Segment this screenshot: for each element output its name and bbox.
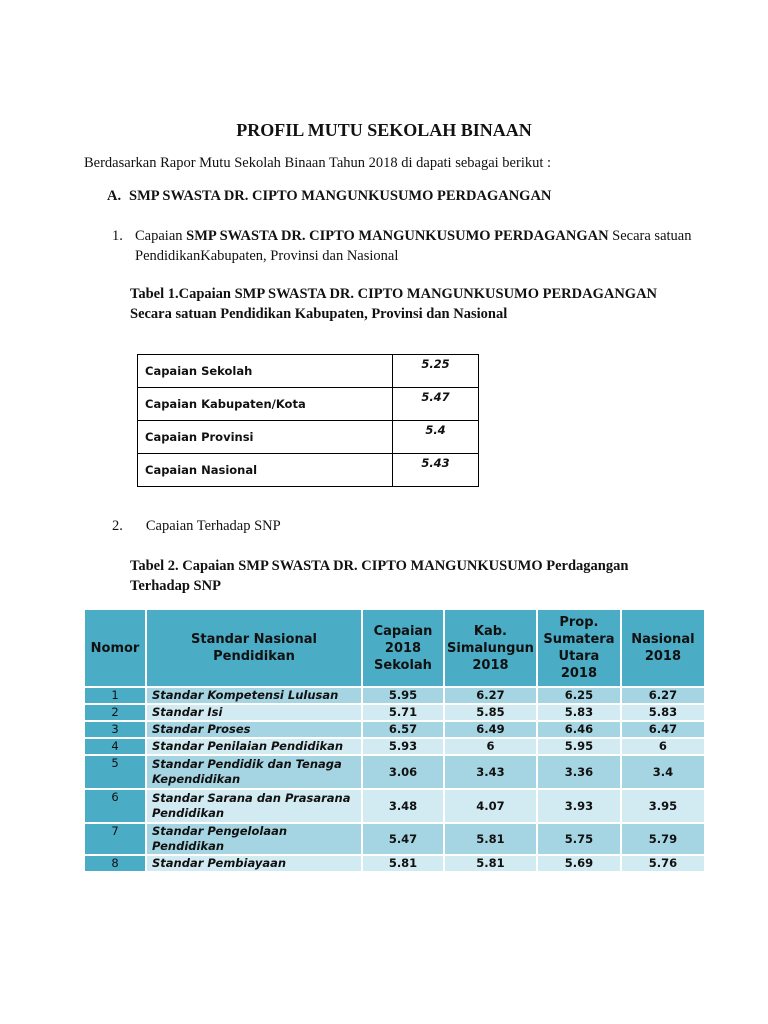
table1-caption (130, 284, 720, 324)
list-item-2-number: 2. (112, 518, 123, 534)
table1-value: 5.4 (393, 421, 479, 454)
cell-nasional: 5.76 (621, 855, 705, 872)
header-standar: Standar Nasional Pendidikan (146, 609, 362, 687)
list-item-2 (112, 518, 281, 535)
header-provinsi: Prop. Sumatera Utara 2018 (537, 609, 621, 687)
table-row (84, 704, 705, 721)
list-item-1 (112, 226, 712, 266)
table1-row (138, 388, 479, 421)
cell-standar: Standar Proses (146, 721, 362, 738)
table-row (84, 755, 705, 789)
cell-standar: Standar Kompetensi Lulusan (146, 687, 362, 704)
cell-nomor: 6 (84, 789, 146, 823)
cell-provinsi: 5.75 (537, 823, 621, 855)
cell-nasional: 5.79 (621, 823, 705, 855)
cell-provinsi: 6.46 (537, 721, 621, 738)
list-item-1-text (135, 226, 712, 266)
list-item-1-suffix: Secara satuan PendidikanKabupaten, Provinsi dan Nasional (135, 228, 692, 264)
cell-standar: Standar Penilaian Pendidikan (146, 738, 362, 755)
cell-kabupaten: 3.43 (444, 755, 537, 789)
table2 (83, 608, 706, 873)
table-row (84, 823, 705, 855)
cell-provinsi: 5.69 (537, 855, 621, 872)
cell-standar: Standar Pendidik dan Tenaga Kependidikan (146, 755, 362, 789)
cell-nomor: 8 (84, 855, 146, 872)
section-a-text: SMP SWASTA DR. CIPTO MANGUNKUSUMO PERDAGANGAN (129, 188, 552, 204)
list-item-2-text: Capaian Terhadap SNP (145, 518, 281, 534)
cell-nasional: 6 (621, 738, 705, 755)
cell-kabupaten: 6.27 (444, 687, 537, 704)
cell-kabupaten: 6 (444, 738, 537, 755)
table1-label: Capaian Kabupaten/Kota (138, 388, 393, 421)
cell-sekolah: 6.57 (362, 721, 444, 738)
cell-sekolah: 5.81 (362, 855, 444, 872)
cell-kabupaten: 6.49 (444, 721, 537, 738)
cell-provinsi: 6.25 (537, 687, 621, 704)
list-item-1-number: 1. (112, 228, 123, 244)
table1-row (138, 421, 479, 454)
cell-sekolah: 3.48 (362, 789, 444, 823)
cell-sekolah: 5.71 (362, 704, 444, 721)
cell-sekolah: 5.47 (362, 823, 444, 855)
table1-caption-line2: Secara satuan Pendidikan Kabupaten, Provinsi dan Nasional (130, 306, 508, 322)
table2-caption-line2: Terhadap SNP (130, 578, 221, 594)
table-row (84, 738, 705, 755)
list-item-1-school: SMP SWASTA DR. CIPTO MANGUNKUSUMO PERDAGANGAN (186, 228, 609, 244)
table-row (84, 855, 705, 872)
cell-nasional: 3.95 (621, 789, 705, 823)
cell-kabupaten: 4.07 (444, 789, 537, 823)
table2-caption (130, 556, 720, 596)
cell-sekolah: 5.93 (362, 738, 444, 755)
cell-standar: Standar Pengelolaan Pendidikan (146, 823, 362, 855)
page-title: PROFIL MUTU SEKOLAH BINAAN (236, 120, 532, 140)
table1 (137, 354, 479, 487)
header-sekolah: Capaian 2018 Sekolah (362, 609, 444, 687)
table1-label: Capaian Sekolah (138, 355, 393, 388)
table1-value: 5.43 (393, 454, 479, 487)
cell-sekolah: 3.06 (362, 755, 444, 789)
cell-nasional: 5.83 (621, 704, 705, 721)
table1-value: 5.47 (393, 388, 479, 421)
cell-standar: Standar Sarana dan Prasarana Pendidikan (146, 789, 362, 823)
table2-header-row (84, 609, 705, 687)
cell-nasional: 6.27 (621, 687, 705, 704)
table-row (84, 687, 705, 704)
section-a-heading (107, 188, 551, 205)
table-row (84, 721, 705, 738)
table1-label: Capaian Provinsi (138, 421, 393, 454)
table1-row (138, 454, 479, 487)
table1-row (138, 355, 479, 388)
header-nasional: Nasional 2018 (621, 609, 705, 687)
cell-standar: Standar Pembiayaan (146, 855, 362, 872)
cell-nasional: 6.47 (621, 721, 705, 738)
header-nomor: Nomor (84, 609, 146, 687)
cell-kabupaten: 5.85 (444, 704, 537, 721)
cell-provinsi: 3.36 (537, 755, 621, 789)
cell-kabupaten: 5.81 (444, 855, 537, 872)
table2-caption-line1: Tabel 2. Capaian SMP SWASTA DR. CIPTO MANGUNKUSUMO Perdagangan (130, 558, 629, 574)
section-a-label: A. (107, 188, 122, 204)
cell-nomor: 3 (84, 721, 146, 738)
intro-text: Berdasarkan Rapor Mutu Sekolah Binaan Tahun 2018 di dapati sebagai berikut : (84, 155, 552, 171)
table1-value: 5.25 (393, 355, 479, 388)
list-item-1-prefix: Capaian (135, 228, 187, 244)
cell-provinsi: 5.95 (537, 738, 621, 755)
cell-nomor: 7 (84, 823, 146, 855)
cell-nomor: 1 (84, 687, 146, 704)
table1-caption-line1: Tabel 1.Capaian SMP SWASTA DR. CIPTO MANGUNKUSUMO PERDAGANGAN (130, 286, 658, 302)
cell-provinsi: 5.83 (537, 704, 621, 721)
cell-standar: Standar Isi (146, 704, 362, 721)
cell-sekolah: 5.95 (362, 687, 444, 704)
cell-kabupaten: 5.81 (444, 823, 537, 855)
header-kabupaten: Kab. Simalungun 2018 (444, 609, 537, 687)
table-row (84, 789, 705, 823)
cell-nomor: 4 (84, 738, 146, 755)
table1-label: Capaian Nasional (138, 454, 393, 487)
cell-nomor: 2 (84, 704, 146, 721)
cell-provinsi: 3.93 (537, 789, 621, 823)
cell-nomor: 5 (84, 755, 146, 789)
cell-nasional: 3.4 (621, 755, 705, 789)
